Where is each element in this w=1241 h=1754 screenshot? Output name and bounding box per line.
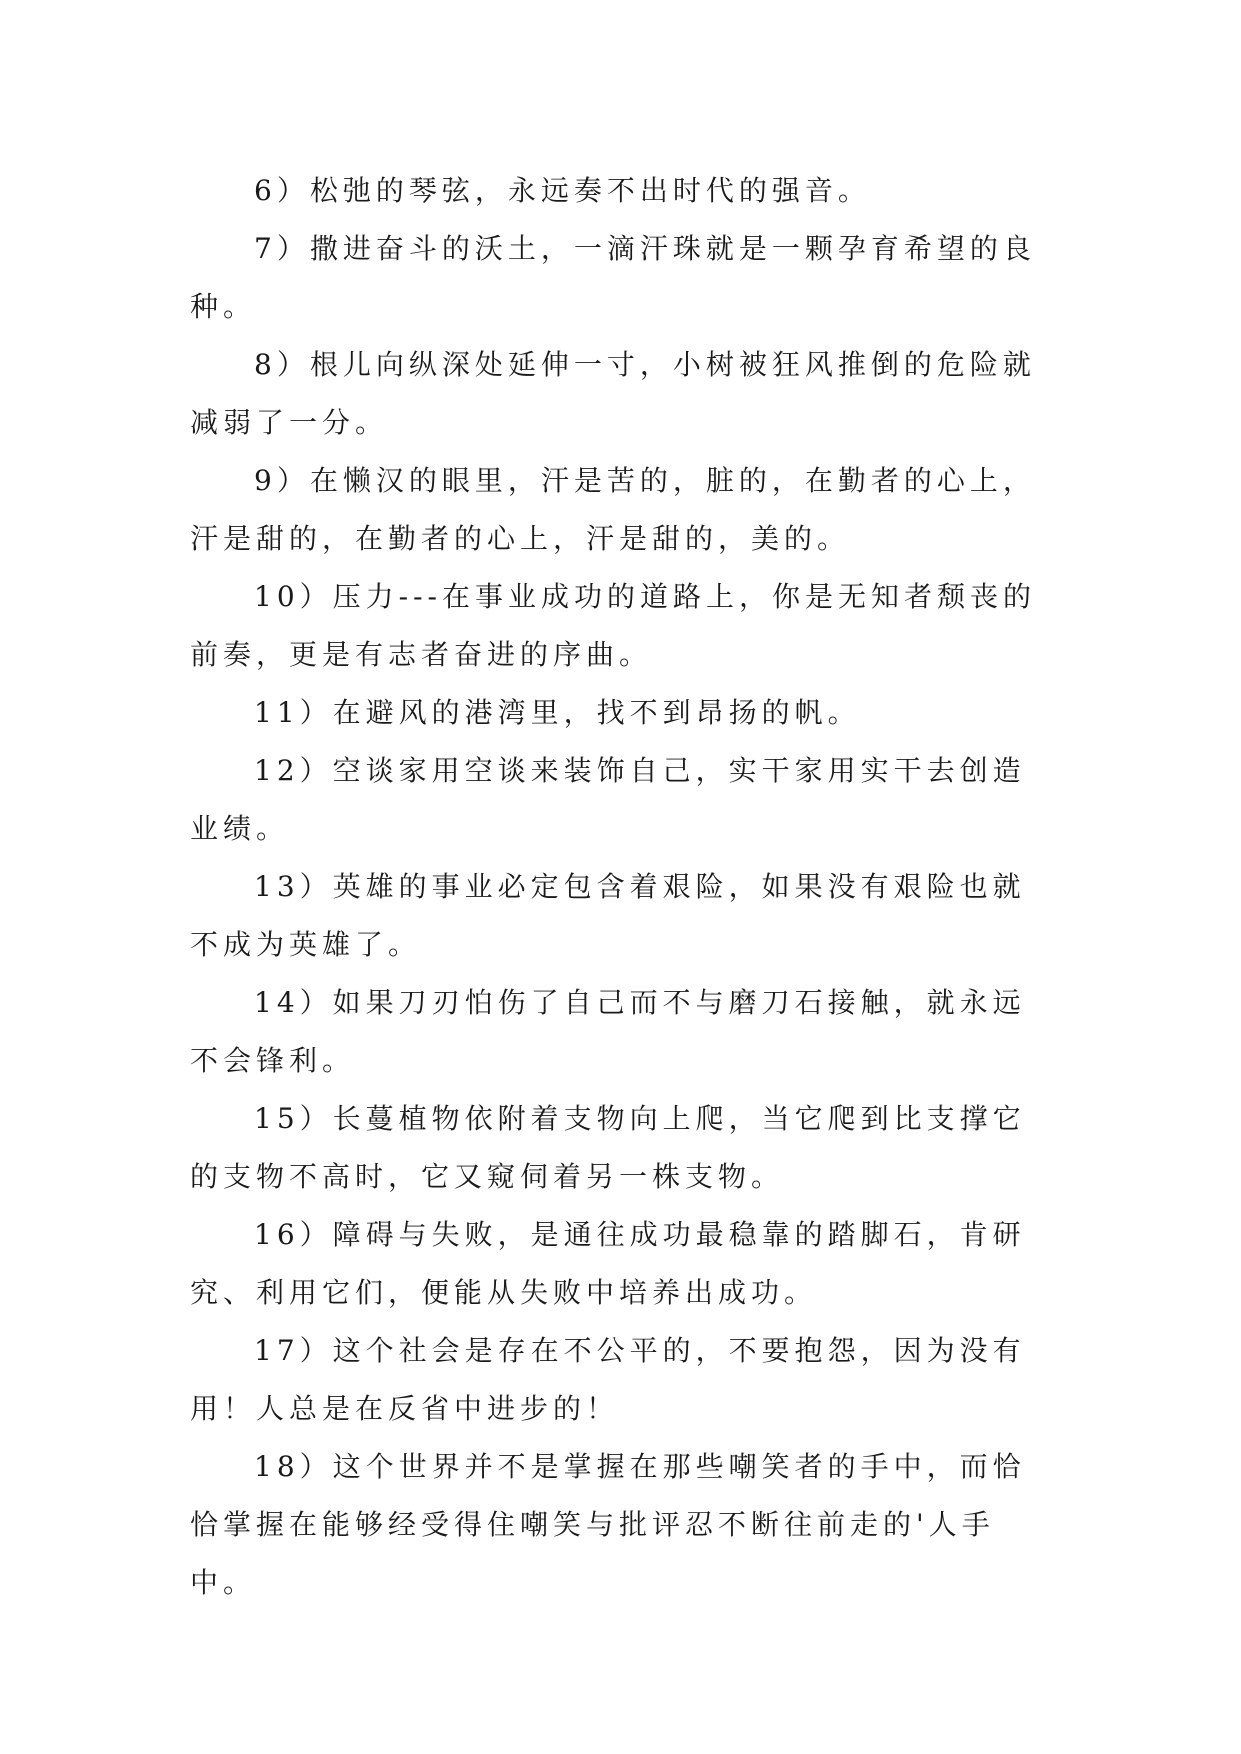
paragraph-7: 7）撒进奋斗的沃土，一滴汗珠就是一颗孕育希望的良种。 <box>190 232 1036 323</box>
paragraph-11: 11）在避风的港湾里，找不到昂扬的帆。 <box>254 696 861 729</box>
paragraph-12: 12）空谈家用空谈来装饰自己，实干家用实干去创造业绩。 <box>190 754 1026 845</box>
paragraph-6: 6）松弛的琴弦，永远奏不出时代的强音。 <box>254 174 871 207</box>
paragraph-9: 9）在懒汉的眼里，汗是苦的，脏的，在勤者的心上，汗是甜的，在勤者的心上，汗是甜的，美的。 <box>190 464 1036 555</box>
paragraph-16: 16）障碍与失败，是通往成功最稳靠的踏脚石，肯研究、利用它们，便能从失败中培养出成功。 <box>190 1218 1026 1309</box>
paragraph-8: 8）根儿向纵深处延伸一寸，小树被狂风推倒的危险就减弱了一分。 <box>190 348 1036 439</box>
paragraph-18: 18）这个世界并不是掌握在那些嘲笑者的手中，而恰恰掌握在能够经受得住嘲笑与批评忍不断往前走的'人手中。 <box>190 1450 1026 1599</box>
paragraph-13: 13）英雄的事业必定包含着艰险，如果没有艰险也就不成为英雄了。 <box>190 870 1026 961</box>
paragraph-10: 10）压力---在事业成功的道路上，你是无知者颓丧的前奏，更是有志者奋进的序曲。 <box>190 580 1037 671</box>
document-body <box>190 162 1050 1612</box>
paragraph-14: 14）如果刀刃怕伤了自己而不与磨刀石接触，就永远不会锋利。 <box>190 986 1026 1077</box>
paragraph-17: 17）这个社会是存在不公平的，不要抱怨，因为没有用！人总是在反省中进步的！ <box>190 1334 1026 1425</box>
paragraph-15: 15）长蔓植物依附着支物向上爬，当它爬到比支撑它的支物不高时，它又窥伺着另一株支物。 <box>190 1102 1026 1193</box>
